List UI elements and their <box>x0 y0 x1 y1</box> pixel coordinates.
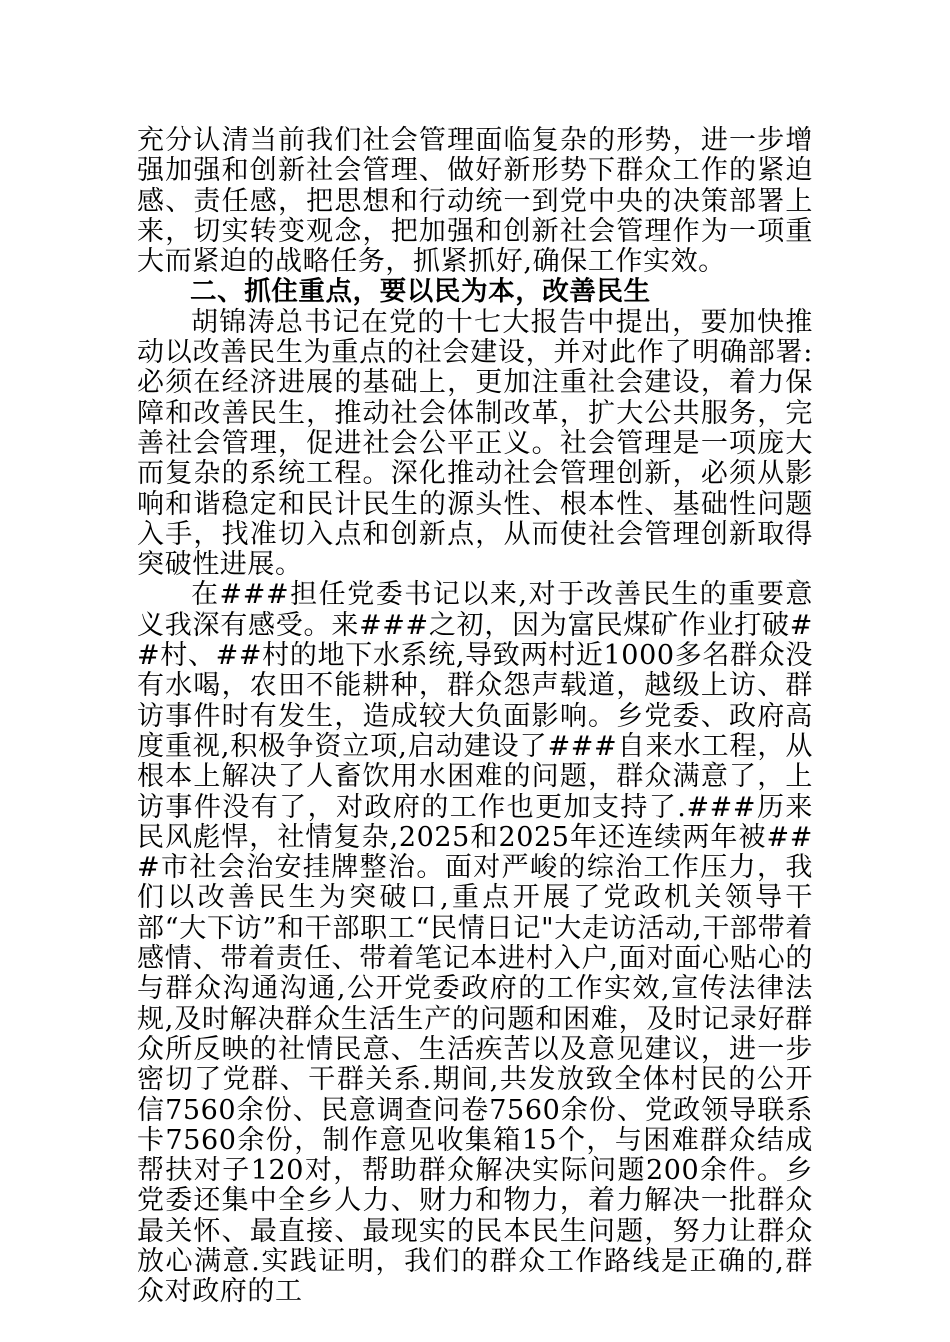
document-body <box>137 126 813 1308</box>
section-heading: 二、抓住重点，要以民为本，改善民生 <box>190 276 651 308</box>
body-paragraph-1: 胡锦涛总书记在党的十七大报告中提出，要加快推动以改善民生为重点的社会建设，并对此作了明确部署:必须在经济进展的基础上，更加注重社会建设，着力保障和改善民生，推动社会体制改革，扩大公共服务，完善社会管理，促进社会公平正义。社会管理是一项庞大而复杂的系统工程。深化推动社会管理创新，必须从影响和谐稳定和民计民生的源头性、根本性、基础性问题入手，找准切入点和创新点，从而使社会管理创新取得突破性进展。 <box>137 306 813 581</box>
continuation-paragraph: 充分认清当前我们社会管理面临复杂的形势，进一步增强加强和创新社会管理、做好新形势下群众工作的紧迫感、责任感，把思想和行动统一到党中央的决策部署上来，切实转变观念，把加强和创新社会管理作为一项重大而紧迫的战略任务，抓紧抓好,确保工作实效。 <box>137 125 813 278</box>
body-paragraph-2: 在###担任党委书记以来,对于改善民生的重要意义我深有感受。来###之初，因为富民煤矿作业打破##村、##村的地下水系统,导致两村近1000多名群众没有水喝，农田不能耕种，群众怨声载道，越级上访、群访事件时有发生，造成较大负面影响。乡党委、政府高度重视,积极争资立项,启动建设了###自来水工程，从根本上解决了人畜饮用水困难的问题，群众满意了，上访事件没有了，对政府的工作也更加支持了.###历来民风彪悍，社情复杂,2025和2025年还连续两年被###市社会治安挂牌整治。面对严峻的综治工作压力，我们以改善民生为突破口,重点开展了党政机关领导干部“大下访”和干部职工“民情日记"大走访活动,干部带着感情、带着责任、带着笔记本进村入户,面对面心贴心的与群众沟通沟通,公开党委政府的工作实效,宣传法律法规,及时解决群众生活生产的问题和困难，及时记录好群众所反映的社情民意、生活疾苦以及意见建议，进一步密切了党群、干群关系.期间,共发放致全体村民的公开信7560余份、民意调查问卷7560余份、党政领导联系卡7560余份，制作意见收集箱15个，与困难群众结成帮扶对子120对，帮助群众解决实际问题200余件。乡党委还集中全乡人力、财力和物力，着力解决一批群众最关怀、最直接、最现实的民本民生问题，努力让群众放心满意.实践证明，我们的群众工作路线是正确的,群众对政府的工 <box>137 579 813 1308</box>
